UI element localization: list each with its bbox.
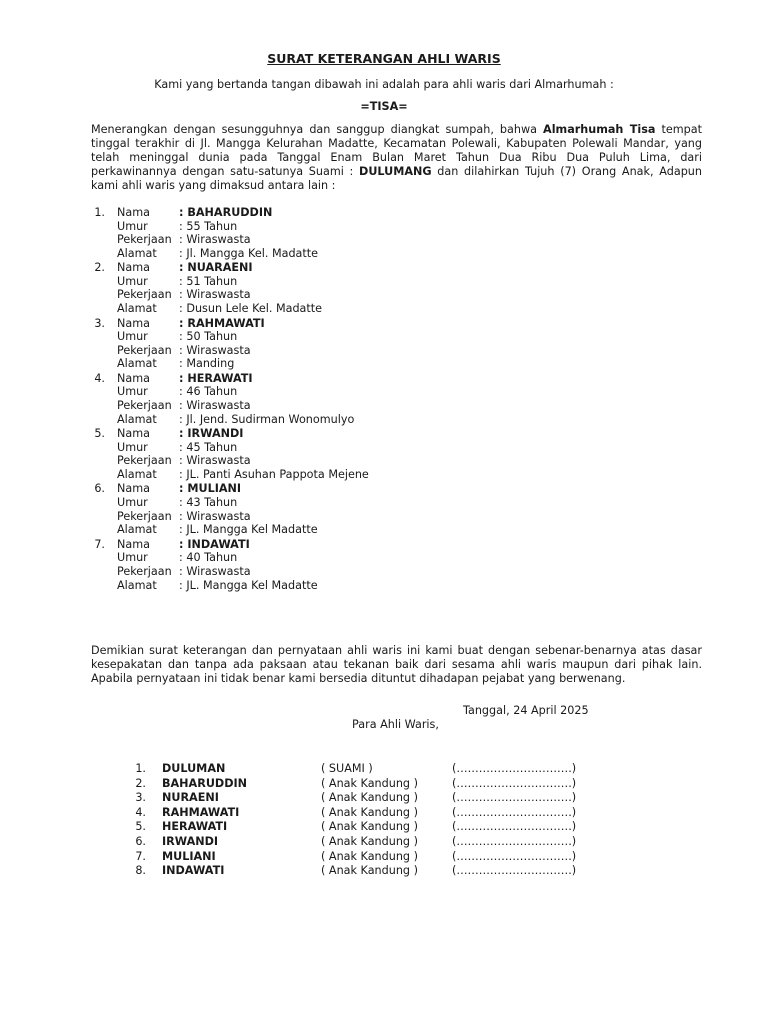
heir-umur-value: : 51 Tahun — [179, 274, 238, 288]
heir-umur-row — [117, 330, 237, 344]
signatory-relation: ( Anak Kandung ) — [321, 834, 418, 848]
signatory-row — [130, 850, 610, 865]
signatory-row — [130, 777, 610, 792]
heir-umur-value: : 45 Tahun — [179, 440, 238, 454]
signature-line: (………………………….) — [452, 834, 577, 848]
heir-pekerjaan-value: : Wiraswasta — [179, 233, 251, 247]
document-title: SURAT KETERANGAN AHLI WARIS — [267, 51, 501, 66]
heir-pekerjaan-label: Pekerjaan — [117, 454, 172, 468]
signatory-relation: ( Anak Kandung ) — [321, 776, 418, 790]
signature-line: (………………………….) — [452, 762, 577, 775]
heir-pekerjaan-value: : Wiraswasta — [179, 288, 251, 302]
signatory-relation: ( Anak Kandung ) — [321, 820, 418, 834]
heir-entry — [91, 261, 702, 316]
heir-nama-value: : NUARAENI — [179, 261, 253, 275]
heir-pekerjaan-value: : Wiraswasta — [179, 564, 251, 578]
heir-pekerjaan-row — [117, 288, 251, 302]
heir-umur-value: : 46 Tahun — [179, 385, 238, 399]
signatory-name: HERAWATI — [162, 820, 228, 834]
heir-nama-value: : IRWANDI — [179, 427, 244, 441]
signature-line: (………………………….) — [452, 791, 577, 805]
heir-number: 4. — [94, 371, 105, 385]
heir-nama-row — [117, 317, 265, 331]
heir-number: 2. — [94, 261, 105, 275]
heirs-list — [91, 206, 702, 593]
heir-nama-row — [117, 538, 250, 552]
heir-umur-row — [117, 385, 237, 399]
signatory-row — [130, 835, 610, 850]
heir-number: 5. — [94, 427, 105, 441]
heir-umur-row — [117, 220, 237, 234]
signatory-number: 3. — [135, 791, 146, 805]
heir-nama-row — [117, 427, 243, 441]
heir-pekerjaan-value: : Wiraswasta — [179, 343, 251, 357]
signatory-name: RAHMAWATI — [162, 805, 240, 819]
heir-pekerjaan-label: Pekerjaan — [117, 288, 172, 302]
heir-pekerjaan-row — [117, 233, 251, 247]
husband-name: DULUMANG — [359, 165, 432, 178]
signature-line: (………………………….) — [452, 805, 577, 819]
heir-alamat-row — [117, 413, 354, 427]
signatory-row — [130, 762, 610, 777]
heir-alamat-value: : Jl. Mangga Kel. Madatte — [179, 246, 319, 260]
statement-paragraph — [91, 123, 702, 193]
signature-line: (………………………….) — [452, 820, 577, 834]
signatory-name: BAHARUDDIN — [162, 776, 248, 790]
heir-alamat-label: Alamat — [117, 302, 157, 316]
heir-nama-label: Nama — [117, 482, 150, 496]
heir-pekerjaan-value: : Wiraswasta — [179, 509, 251, 523]
signatory-number: 8. — [135, 864, 146, 878]
signatory-name: MULIANI — [162, 849, 216, 863]
signatory-number: 5. — [135, 820, 146, 834]
heir-umur-row — [117, 275, 237, 289]
heir-umur-label: Umur — [117, 385, 148, 399]
heir-number: 3. — [94, 316, 105, 330]
heir-alamat-value: : Manding — [179, 357, 235, 371]
signatory-name: DULUMAN — [162, 762, 226, 775]
date-line: Tanggal, 24 April 2025 — [463, 704, 589, 717]
heir-alamat-value: : Dusun Lele Kel. Madatte — [179, 302, 323, 316]
heir-nama-row — [117, 206, 272, 220]
heir-entry — [91, 482, 702, 537]
signatory-number: 2. — [135, 776, 146, 790]
heir-alamat-label: Alamat — [117, 467, 157, 481]
deceased-reference: Almarhumah Tisa — [543, 123, 656, 136]
heir-pekerjaan-row — [117, 454, 251, 468]
heir-nama-label: Nama — [117, 371, 150, 385]
signatory-row — [130, 806, 610, 821]
heir-nama-label: Nama — [117, 427, 150, 441]
signatory-number: 6. — [135, 834, 146, 848]
signatory-number: 1. — [135, 762, 146, 775]
heir-nama-label: Nama — [117, 261, 150, 275]
deceased-name: =TISA= — [360, 100, 408, 113]
statement-text-2: tempat tinggal terakhir di Jl. Mangga Kelurahan Madatte, Kecamatan Polewali, Kabupaten Polewali Mandar, yang telah meninggal dunia pada Tanggal Enam Bulan Maret Tahun Dua Ribu Dua Puluh Lima, dari perkawinannya dengan satu-satunya Suami : — [91, 123, 702, 178]
heir-alamat-value: : JL. Panti Asuhan Pappota Mejene — [179, 467, 369, 481]
heir-alamat-row — [117, 468, 369, 482]
heir-pekerjaan-row — [117, 565, 251, 579]
heir-pekerjaan-label: Pekerjaan — [117, 233, 172, 247]
signature-line: (………………………….) — [452, 864, 577, 878]
heir-alamat-label: Alamat — [117, 412, 157, 426]
heir-nama-row — [117, 372, 253, 386]
heir-pekerjaan-value: : Wiraswasta — [179, 399, 251, 413]
heir-nama-value: : HERAWATI — [179, 371, 253, 385]
heir-pekerjaan-label: Pekerjaan — [117, 509, 172, 523]
heir-alamat-row — [117, 357, 234, 371]
heir-pekerjaan-value: : Wiraswasta — [179, 454, 251, 468]
heir-umur-row — [117, 441, 237, 455]
heir-number: 1. — [94, 206, 105, 219]
heir-umur-label: Umur — [117, 496, 148, 510]
heir-entry — [91, 372, 702, 427]
heir-nama-label: Nama — [117, 316, 150, 330]
signatory-number: 7. — [135, 849, 146, 863]
heir-alamat-value: : JL. Mangga Kel Madatte — [179, 578, 318, 592]
heir-alamat-row — [117, 247, 318, 261]
heir-pekerjaan-label: Pekerjaan — [117, 343, 172, 357]
signatories-heading: Para Ahli Waris, — [352, 718, 439, 731]
heir-alamat-label: Alamat — [117, 246, 157, 260]
statement-text-1: Menerangkan dengan sesungguhnya dan sanggup diangkat sumpah, bahwa — [91, 123, 544, 136]
signatory-name: IRWANDI — [162, 834, 219, 848]
statement-text-3: dan dilahirkan Tujuh (7) Orang Anak, Adapun kami ahli waris yang dimaksud antara lain : — [91, 165, 702, 192]
signatory-number: 4. — [135, 805, 146, 819]
signature-line: (………………………….) — [452, 849, 577, 863]
signatory-name: NURAENI — [162, 791, 219, 805]
signatories-list — [130, 762, 610, 879]
heir-number: 6. — [94, 482, 105, 496]
heir-umur-value: : 50 Tahun — [179, 330, 238, 344]
heir-alamat-label: Alamat — [117, 578, 157, 592]
heir-umur-label: Umur — [117, 551, 148, 565]
heir-umur-label: Umur — [117, 330, 148, 344]
heir-umur-value: : 40 Tahun — [179, 551, 238, 565]
heir-alamat-row — [117, 523, 318, 537]
heir-nama-value: : MULIANI — [179, 482, 242, 496]
heir-nama-row — [117, 261, 253, 275]
heir-entry — [91, 206, 702, 261]
heir-umur-label: Umur — [117, 440, 148, 454]
heir-number: 7. — [94, 537, 105, 551]
heir-umur-value: : 43 Tahun — [179, 496, 238, 510]
signatory-name: INDAWATI — [162, 864, 225, 878]
signatory-relation: ( Anak Kandung ) — [321, 805, 418, 819]
signatory-relation: ( Anak Kandung ) — [321, 791, 418, 805]
heir-nama-value: : BAHARUDDIN — [179, 206, 273, 219]
heir-pekerjaan-row — [117, 510, 251, 524]
heir-umur-label: Umur — [117, 219, 148, 233]
signatory-relation: ( SUAMI ) — [321, 762, 373, 775]
heir-nama-label: Nama — [117, 206, 150, 219]
signatory-row — [130, 820, 610, 835]
heir-nama-row — [117, 482, 241, 496]
heir-pekerjaan-label: Pekerjaan — [117, 564, 172, 578]
heir-nama-label: Nama — [117, 537, 150, 551]
heir-alamat-row — [117, 579, 318, 593]
heir-entry — [91, 317, 702, 372]
heir-umur-row — [117, 496, 237, 510]
intro-text: Kami yang bertanda tangan dibawah ini adalah para ahli waris dari Almarhumah : — [154, 78, 614, 91]
signatory-row — [130, 791, 610, 806]
heir-nama-value: : RAHMAWATI — [179, 316, 265, 330]
heir-alamat-label: Alamat — [117, 357, 157, 371]
heir-entry — [91, 427, 702, 482]
signatory-relation: ( Anak Kandung ) — [321, 864, 418, 878]
heir-alamat-label: Alamat — [117, 523, 157, 537]
heir-alamat-row — [117, 302, 322, 316]
heir-entry — [91, 538, 702, 593]
signatory-relation: ( Anak Kandung ) — [321, 849, 418, 863]
heir-alamat-value: : Jl. Jend. Sudirman Wonomulyo — [179, 412, 355, 426]
heir-nama-value: : INDAWATI — [179, 537, 250, 551]
heir-pekerjaan-row — [117, 399, 251, 413]
signature-line: (………………………….) — [452, 776, 577, 790]
heir-pekerjaan-label: Pekerjaan — [117, 399, 172, 413]
heir-alamat-value: : JL. Mangga Kel Madatte — [179, 523, 318, 537]
heir-umur-value: : 55 Tahun — [179, 219, 238, 233]
heir-umur-label: Umur — [117, 274, 148, 288]
heir-umur-row — [117, 551, 237, 565]
closing-paragraph: Demikian surat keterangan dan pernyataan ahli waris ini kami buat dengan sebenar-benarnya atas dasar kesepakatan dan tanpa ada paksaan atau tekanan baik dari sesama ahli waris maupun dari pihak lain. Apabila pernyataan ini tidak benar kami bersedia dituntut dihadapan pejabat yang berwenang. — [91, 644, 702, 685]
heir-pekerjaan-row — [117, 344, 251, 358]
signatory-row — [130, 864, 610, 879]
